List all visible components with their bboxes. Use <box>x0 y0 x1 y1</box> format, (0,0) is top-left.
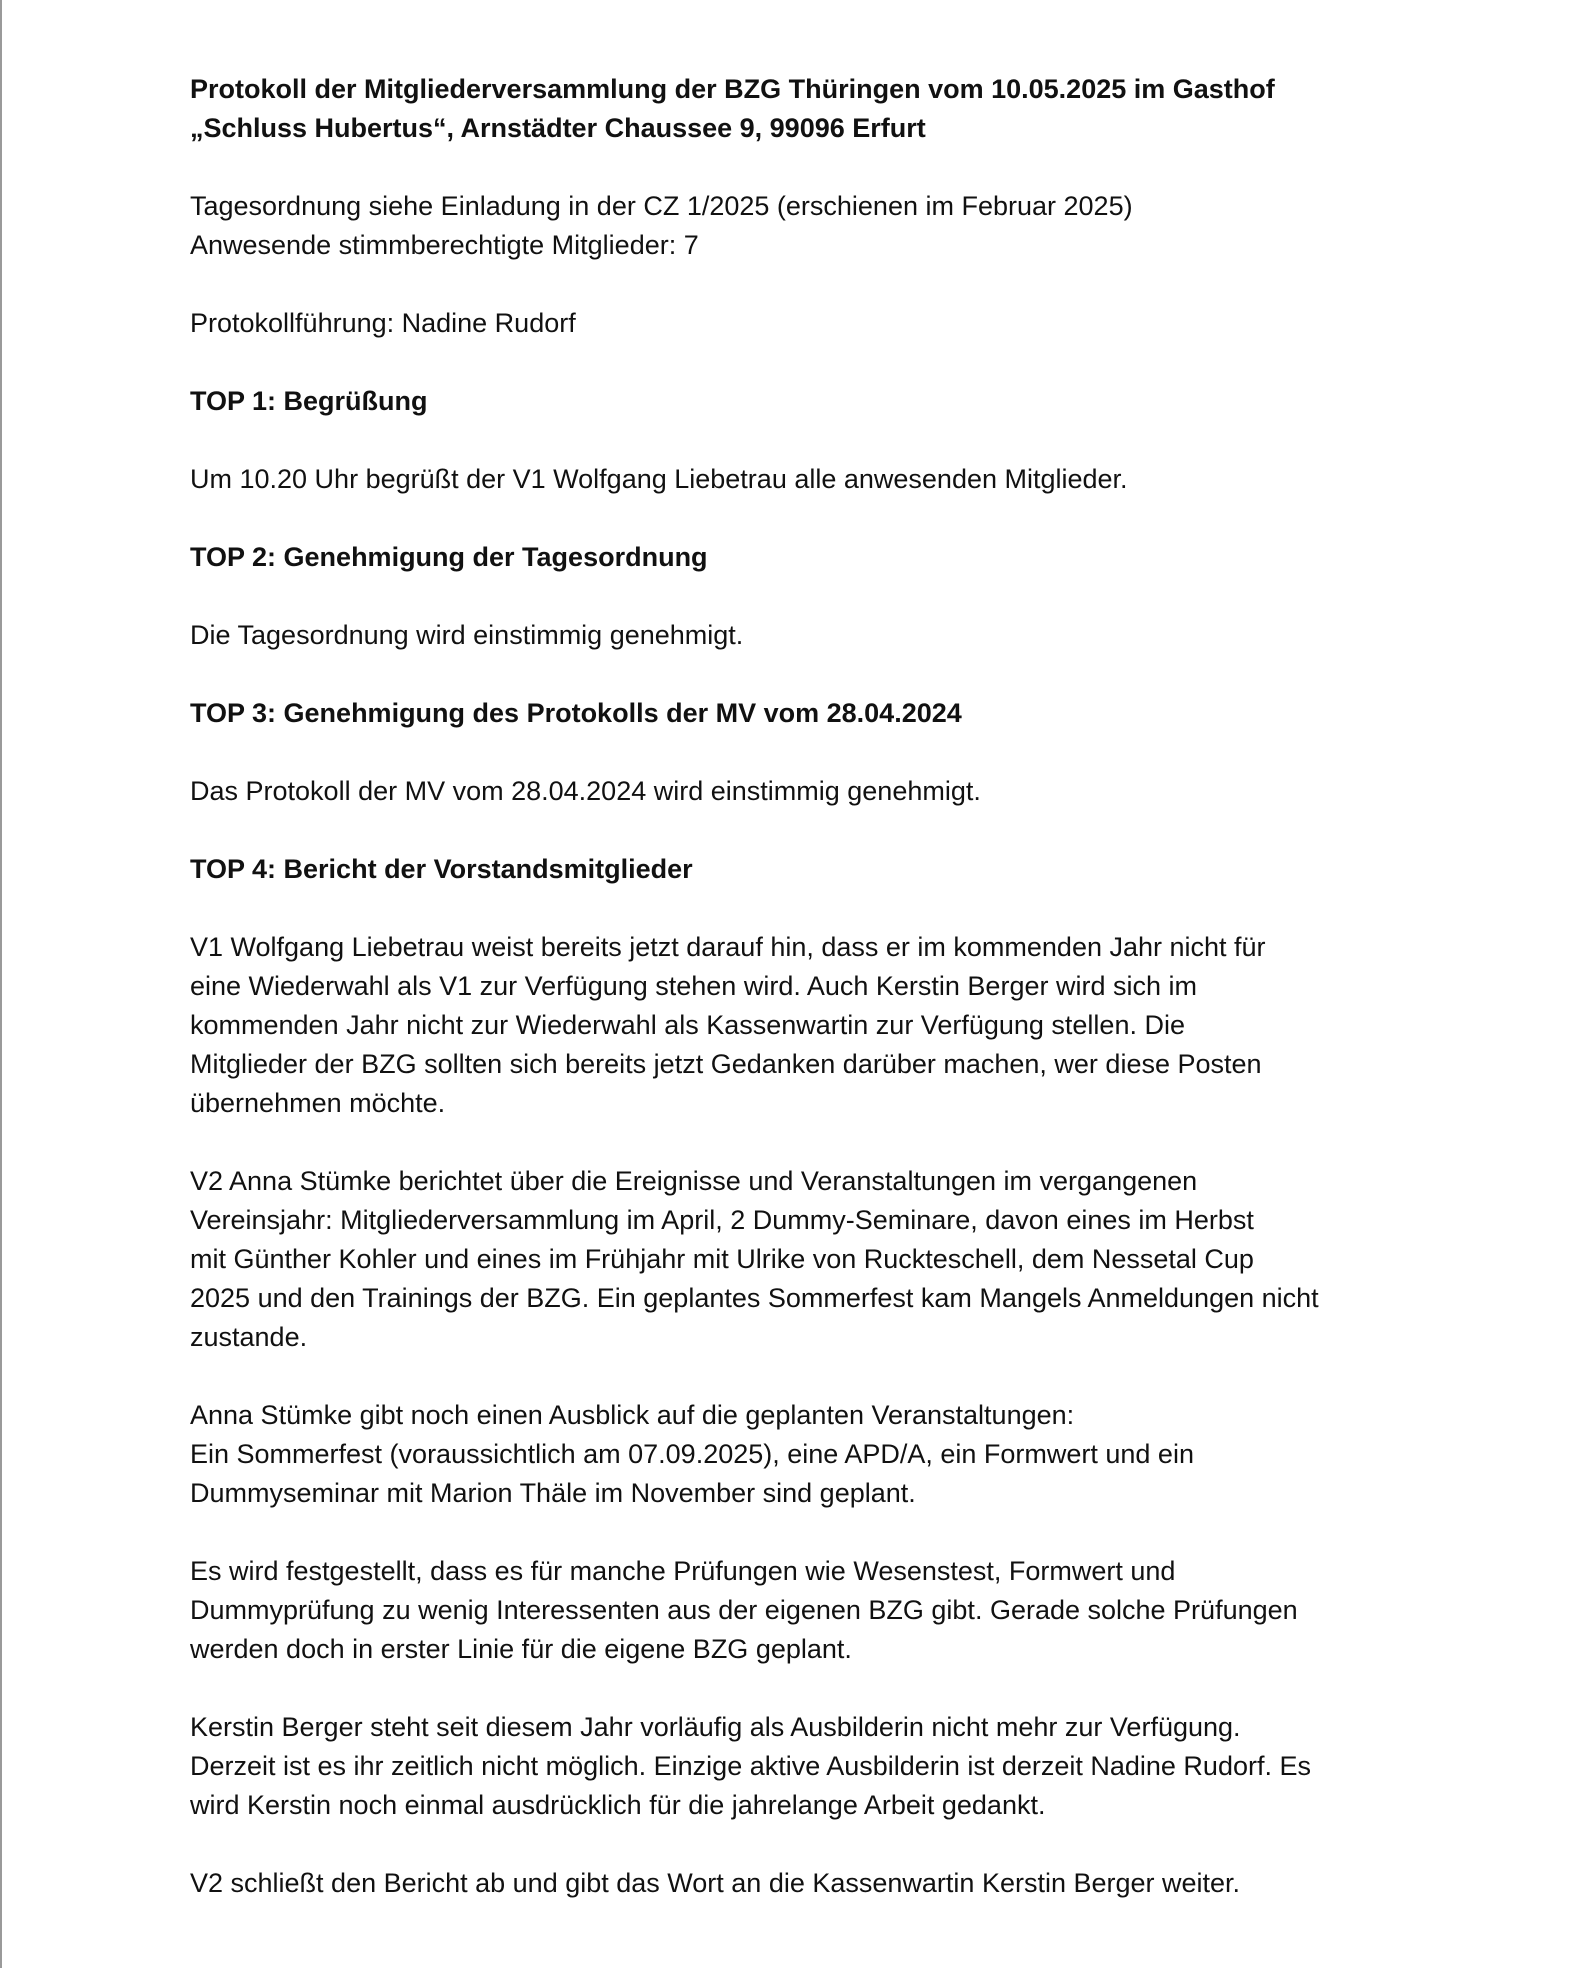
top4-paragraph-2 <box>190 1162 1410 1357</box>
text-line: mit Günther Kohler und eines im Frühjahr mit Ulrike von Ruckteschell, dem Nessetal Cup <box>190 1244 1254 1274</box>
text-line: Derzeit ist es ihr zeitlich nicht möglich. Einzige aktive Ausbilderin ist derzeit Nadine Rudorf. Es <box>190 1751 1311 1781</box>
title-line-2: „Schluss Hubertus“, Arnstädter Chaussee 9, 99096 Erfurt <box>190 113 926 143</box>
text-line: 2025 und den Trainings der BZG. Ein geplantes Sommerfest kam Mangels Anmeldungen nicht <box>190 1283 1319 1313</box>
document-page <box>190 70 1410 1903</box>
text-line: wird Kerstin noch einmal ausdrücklich für die jahrelange Arbeit gedankt. <box>190 1790 1046 1820</box>
top1-heading: TOP 1: Begrüßung <box>190 386 428 416</box>
top4-paragraph-1 <box>190 928 1410 1123</box>
text-line: V2 Anna Stümke berichtet über die Ereignisse und Veranstaltungen im vergangenen <box>190 1166 1198 1196</box>
text-line: Mitglieder der BZG sollten sich bereits jetzt Gedanken darüber machen, wer diese Posten <box>190 1049 1262 1079</box>
minutes-taker: Protokollführung: Nadine Rudorf <box>190 308 576 338</box>
attendees-count: Anwesende stimmberechtigte Mitglieder: 7 <box>190 230 699 260</box>
top3-heading: TOP 3: Genehmigung des Protokolls der MV vom 28.04.2024 <box>190 698 962 728</box>
text-line: eine Wiederwahl als V1 zur Verfügung stehen wird. Auch Kerstin Berger wird sich im <box>190 971 1197 1001</box>
text-line: Es wird festgestellt, dass es für manche Prüfungen wie Wesenstest, Formwert und <box>190 1556 1176 1586</box>
text-line: Kerstin Berger steht seit diesem Jahr vorläufig als Ausbilderin nicht mehr zur Verfügung. <box>190 1712 1241 1742</box>
text-line: zustande. <box>190 1322 308 1352</box>
top4-paragraph-3 <box>190 1396 1410 1513</box>
top4-heading: TOP 4: Bericht der Vorstandsmitglieder <box>190 854 693 884</box>
text-line: werden doch in erster Linie für die eigene BZG geplant. <box>190 1634 852 1664</box>
text-line: V1 Wolfgang Liebetrau weist bereits jetzt darauf hin, dass er im kommenden Jahr nicht für <box>190 932 1266 962</box>
text-line: Anna Stümke gibt noch einen Ausblick auf die geplanten Veranstaltungen: <box>190 1400 1075 1430</box>
top4-paragraph-5 <box>190 1708 1410 1825</box>
text-line: Dummyseminar mit Marion Thäle im November sind geplant. <box>190 1478 916 1508</box>
text-line: übernehmen möchte. <box>190 1088 446 1118</box>
top4-paragraph-6: V2 schließt den Bericht ab und gibt das Wort an die Kassenwartin Kerstin Berger weiter. <box>190 1868 1241 1898</box>
top2-heading: TOP 2: Genehmigung der Tagesordnung <box>190 542 708 572</box>
text-line: kommenden Jahr nicht zur Wiederwahl als Kassenwartin zur Verfügung stellen. Die <box>190 1010 1185 1040</box>
agenda-note: Tagesordnung siehe Einladung in der CZ 1/2025 (erschienen im Februar 2025) <box>190 191 1133 221</box>
meta-block <box>190 187 1410 265</box>
text-line: Vereinsjahr: Mitgliederversammlung im April, 2 Dummy-Seminare, davon eines im Herbst <box>190 1205 1254 1235</box>
top1-text: Um 10.20 Uhr begrüßt der V1 Wolfgang Liebetrau alle anwesenden Mitglieder. <box>190 464 1128 494</box>
text-line: Ein Sommerfest (voraussichtlich am 07.09.2025), eine APD/A, ein Formwert und ein <box>190 1439 1194 1469</box>
top2-text: Die Tagesordnung wird einstimmig genehmigt. <box>190 620 744 650</box>
title-line-1: Protokoll der Mitgliederversammlung der BZG Thüringen vom 10.05.2025 im Gasthof <box>190 74 1275 104</box>
text-line: Dummyprüfung zu wenig Interessenten aus der eigenen BZG gibt. Gerade solche Prüfungen <box>190 1595 1298 1625</box>
page-left-border <box>0 0 2 1968</box>
document-title <box>190 70 1410 148</box>
top3-text: Das Protokoll der MV vom 28.04.2024 wird einstimmig genehmigt. <box>190 776 981 806</box>
top4-paragraph-4 <box>190 1552 1410 1669</box>
